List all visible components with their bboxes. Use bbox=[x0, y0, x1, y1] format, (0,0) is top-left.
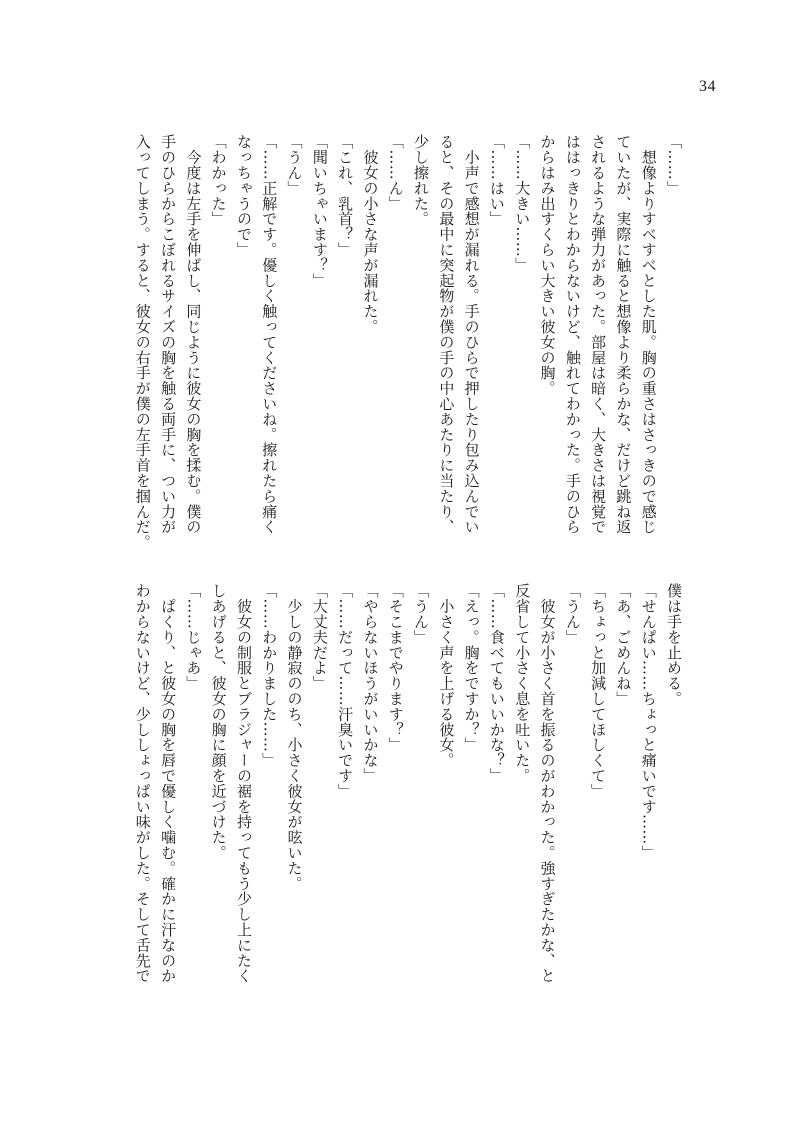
text-line: 「えっ。胸をですか？」 bbox=[462, 583, 481, 753]
text-line: 彼女の制服とブラジャーの裾を持ってもう少し上にたく bbox=[234, 583, 253, 984]
text-line: 少しの静寂ののち、小さく彼女が呟いた。 bbox=[285, 583, 304, 891]
text-line: なっちゃうので」 bbox=[234, 134, 253, 258]
text-line: 僕は手を止める。 bbox=[665, 583, 683, 707]
text-line: 「うん」 bbox=[563, 583, 582, 645]
text-line: 少し擦れた。 bbox=[412, 134, 431, 227]
text-line: からはみ出すくらい大きい彼女の胸。 bbox=[538, 134, 557, 396]
text-line: 「あ、ごめんね」 bbox=[614, 583, 633, 707]
text-block-top bbox=[129, 134, 686, 554]
text-line: わからないけど、少ししょっぱい味がした。そして舌先で bbox=[133, 583, 152, 984]
text-line: 「……だって……汗臭いです」 bbox=[336, 583, 355, 799]
page-number: 34 bbox=[699, 78, 716, 95]
text-line: 「大丈夫だよ」 bbox=[310, 583, 329, 691]
text-line: 「……大きい……」 bbox=[513, 134, 532, 273]
text-line: 小声で感想が漏れる。手のひらで押したり包み込んでい bbox=[462, 134, 481, 535]
text-block-bottom bbox=[129, 583, 686, 1003]
text-line: 「うん」 bbox=[285, 134, 304, 196]
text-line: 「ちょっと加減してほしくて」 bbox=[589, 583, 608, 799]
text-line: されるような弾力があった。部屋は暗く、大きさは視覚で bbox=[589, 134, 608, 535]
text-line: しあげると、彼女の胸に顔を近づけた。 bbox=[209, 583, 228, 861]
text-line: 「……わかりました……」 bbox=[260, 583, 279, 768]
text-line: ぱくり、と彼女の胸を唇で優しく噛む。確かに汗なのか bbox=[159, 583, 178, 984]
text-line: 入ってしまう。すると、彼女の右手が僕の左手首を掴んだ。 bbox=[133, 134, 152, 550]
text-line: 「せんぱい……ちょっと痛いです……」 bbox=[639, 583, 658, 861]
text-line: 今度は左手を伸ばし、同じように彼女の胸を揉む。僕の bbox=[184, 134, 203, 535]
text-line: 「これ、乳首？」 bbox=[336, 134, 355, 258]
text-line: 彼女が小さく首を振るのがわかった。強すぎたかな、と bbox=[538, 583, 557, 984]
text-line: 反省して小さく息を吐いた。 bbox=[513, 583, 532, 784]
text-line: 「聞いちゃいます？」 bbox=[310, 134, 329, 288]
text-line: 「……正解です。優しく触ってくださいね。擦れたら痛く bbox=[260, 134, 279, 535]
text-line: 想像よりすべすべとした肌。胸の重さはさっきので感じ bbox=[639, 134, 658, 535]
text-line: ると、その最中に突起物が僕の手の中心あたりに当たり、 bbox=[437, 134, 456, 535]
text-line: 「うん」 bbox=[412, 583, 431, 645]
text-line: 小さく声を上げる彼女。 bbox=[437, 583, 456, 768]
text-line: 「そこまでやります？」 bbox=[386, 583, 405, 753]
text-line: 「わかった」 bbox=[209, 134, 228, 227]
text-line: ははっきりとわからないけど、触れてわかった。手のひら bbox=[563, 134, 582, 535]
text-line: 「……はい」 bbox=[487, 134, 506, 227]
text-line: 「……ん」 bbox=[386, 134, 405, 211]
text-line: 「やらないほうがいいかな」 bbox=[361, 583, 380, 784]
text-line: 手のひらからこぼれるサイズの胸を触る両手に、つい力が bbox=[159, 134, 178, 535]
text-line: 「……じゃあ」 bbox=[184, 583, 203, 691]
text-line: 彼女の小さな声が漏れた。 bbox=[361, 134, 380, 335]
text-line: ていたが、実際に触ると想像より柔らかな、だけど跳ね返 bbox=[614, 134, 633, 535]
text-line: 「……食べてもいいかな？」 bbox=[487, 583, 506, 784]
text-line: 「……」 bbox=[665, 134, 683, 196]
